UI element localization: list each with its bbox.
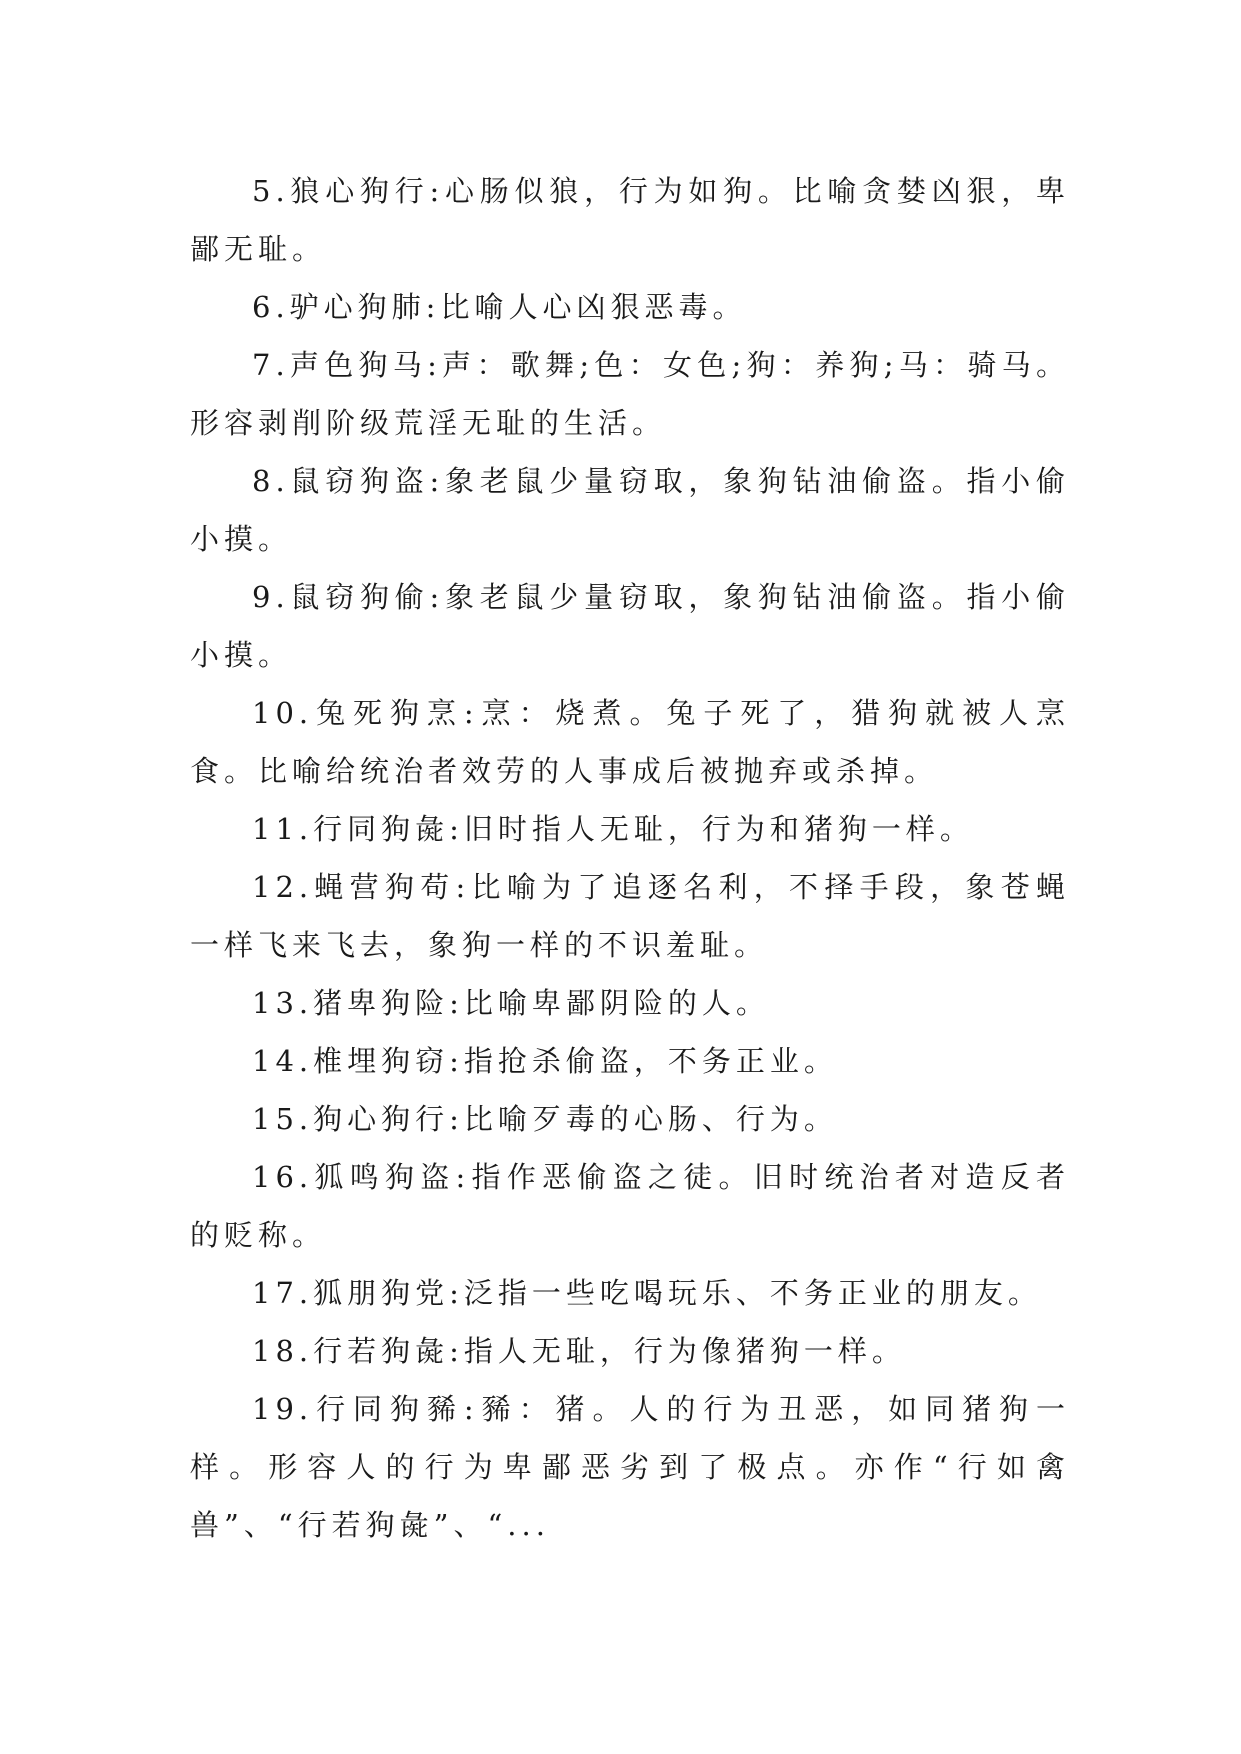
idiom-entry-18: 18.行若狗彘:指人无耻，行为像猪狗一样。 [252, 1334, 906, 1368]
idiom-entry-10: 10.兔死狗烹:烹：烧煮。兔子死了，猎狗就被人烹食。比喻给统治者效劳的人事成后被抛弃或杀掉。 [190, 696, 1070, 788]
idiom-entry-13: 13.猪卑狗险:比喻卑鄙阴险的人。 [252, 986, 770, 1020]
idiom-entry-8: 8.鼠窃狗盗:象老鼠少量窃取，象狗钻油偷盗。指小偷小摸。 [190, 464, 1070, 556]
idiom-entry-14: 14.椎埋狗窃:指抢杀偷盗，不务正业。 [252, 1044, 838, 1078]
idiom-entry-12: 12.蝇营狗苟:比喻为了追逐名利，不择手段，象苍蝇一样飞来飞去，象狗一样的不识羞耻。 [190, 870, 1070, 962]
idiom-entry-5: 5.狼心狗行:心肠似狼，行为如狗。比喻贪婪凶狠，卑鄙无耻。 [190, 174, 1070, 266]
idiom-entry-9: 9.鼠窃狗偷:象老鼠少量窃取，象狗钻油偷盗。指小偷小摸。 [190, 580, 1070, 672]
idiom-entry-11: 11.行同狗彘:旧时指人无耻，行为和猪狗一样。 [252, 812, 974, 846]
idiom-entry-19: 19.行同狗豨:豨：猪。人的行为丑恶，如同猪狗一样。形容人的行为卑鄙恶劣到了极点。亦作“行如禽兽”、“行若狗彘”、“... [190, 1392, 1070, 1542]
idiom-entry-7: 7.声色狗马:声：歌舞;色：女色;狗：养狗;马：骑马。形容剥削阶级荒淫无耻的生活。 [190, 348, 1070, 440]
idiom-entry-16: 16.狐鸣狗盗:指作恶偷盗之徒。旧时统治者对造反者的贬称。 [190, 1160, 1070, 1252]
idiom-entry-6: 6.驴心狗肺:比喻人心凶狠恶毒。 [252, 290, 747, 324]
document-body [190, 162, 1070, 1554]
idiom-entry-15: 15.狗心狗行:比喻歹毒的心肠、行为。 [252, 1102, 838, 1136]
idiom-entry-17: 17.狐朋狗党:泛指一些吃喝玩乐、不务正业的朋友。 [252, 1276, 1042, 1310]
